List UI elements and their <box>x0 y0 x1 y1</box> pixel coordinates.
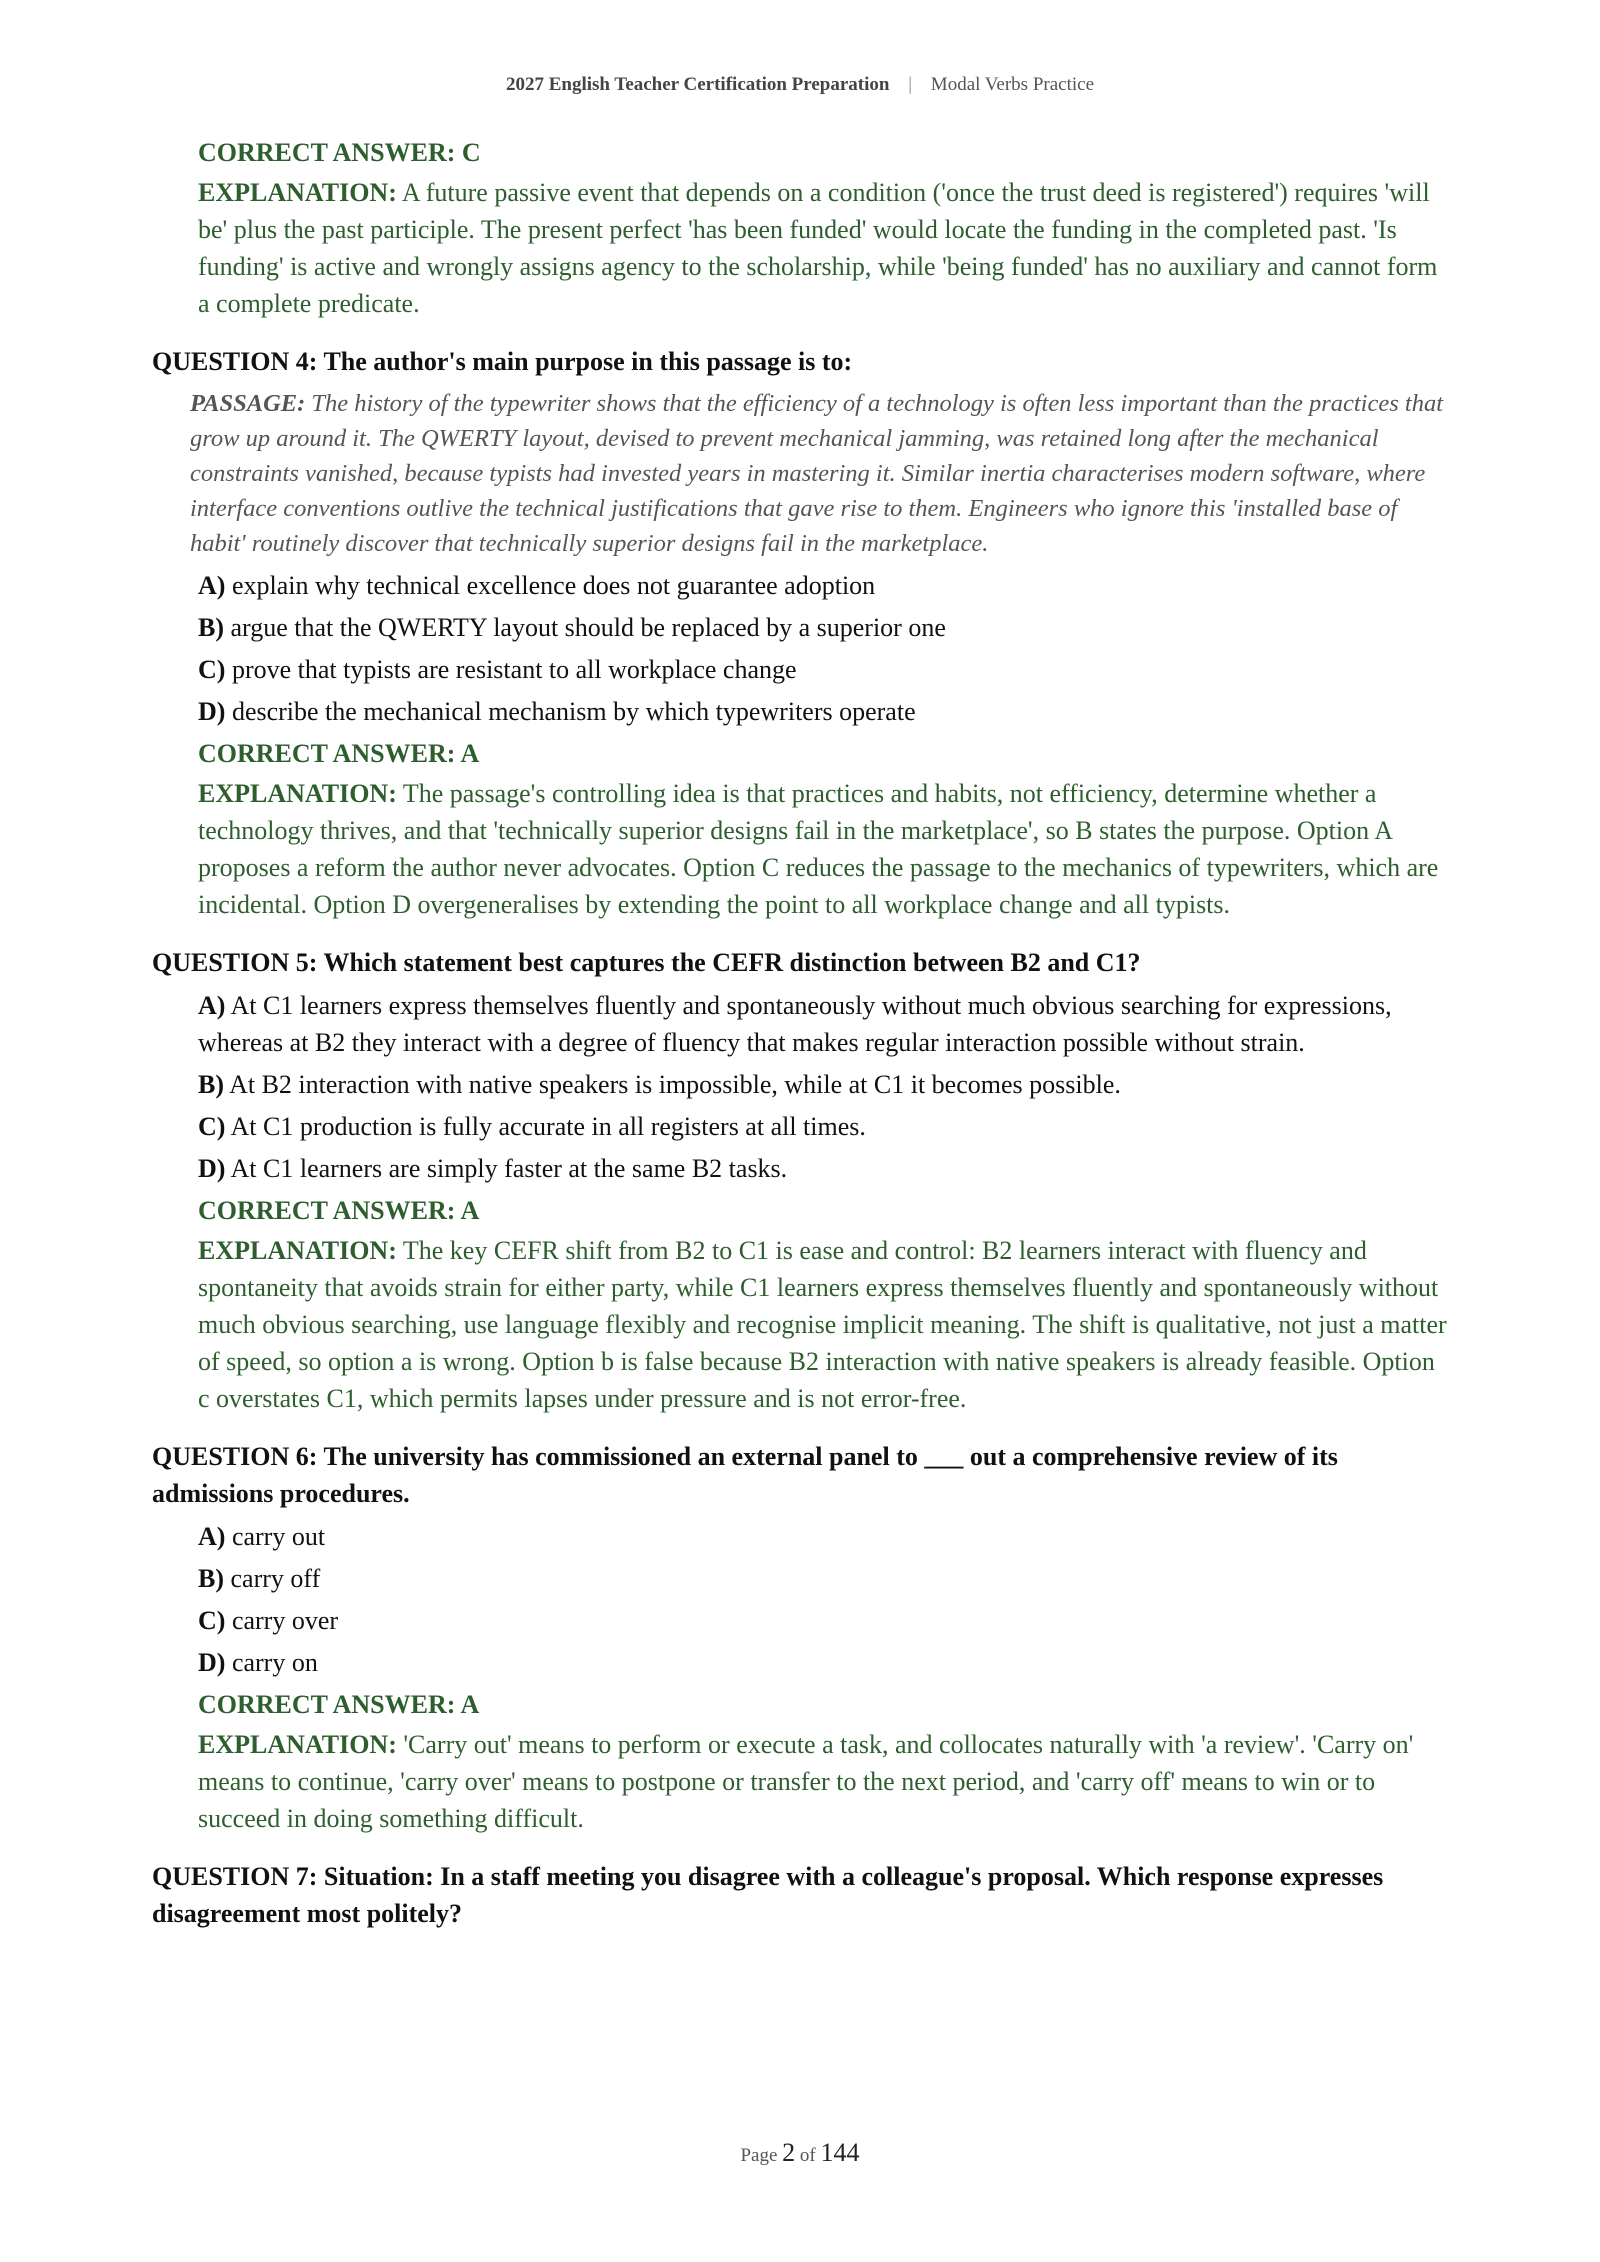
page-content <box>152 134 1452 1932</box>
option-letter: A) <box>198 571 226 600</box>
q3-explanation-text: A future passive event that depends on a condition ('once the trust deed is registered') requires 'will be' plus the past participle. The present perfect 'has been funded' would locate the funding in the completed past. 'Is funding' is active and wrongly assigns agency to the scholarship, while 'being funded' has no auxiliary and cannot form a complete predicate. <box>198 178 1438 318</box>
q3-explanation-label: EXPLANATION: <box>198 178 397 207</box>
q6-explanation-label: EXPLANATION: <box>198 1730 397 1759</box>
option-letter: D) <box>198 1648 226 1677</box>
q6-question: QUESTION 6: The university has commissioned an external panel to ___ out a comprehensive review of its admissions procedures. <box>152 1442 1338 1508</box>
option-text: At B2 interaction with native speakers is impossible, while at C1 it becomes possible. <box>224 1070 1121 1099</box>
q4-question: QUESTION 4: The author's main purpose in this passage is to: <box>152 347 853 376</box>
q6-option-c <box>198 1602 1452 1639</box>
option-letter: B) <box>198 1070 224 1099</box>
q5-option-a <box>198 987 1452 1061</box>
q6-option-b <box>198 1560 1452 1597</box>
option-text: At C1 learners are simply faster at the same B2 tasks. <box>225 1154 788 1183</box>
option-letter: B) <box>198 1564 224 1593</box>
q4-option-c <box>198 651 1452 688</box>
q6-explanation <box>198 1726 1452 1837</box>
q4-option-b <box>198 609 1452 646</box>
q4-explanation-text: The passage's controlling idea is that practices and habits, not efficiency, determine whether a technology thrives, and that 'technically superior designs fail in the marketplace', so B states the purpose. Option A proposes a reform the author never advocates. Option C reduces the passage to the mechanics of typewriters, which are incidental. Option D overgeneralises by extending the point to all workplace change and all typists. <box>198 779 1439 919</box>
option-letter: A) <box>198 991 226 1020</box>
option-letter: C) <box>198 1606 226 1635</box>
q6-explanation-text: 'Carry out' means to perform or execute a task, and collocates naturally with 'a review'. 'Carry on' means to continue, 'carry over' means to postpone or transfer to the next period, and 'carry off' means to win or to succeed in doing something difficult. <box>198 1730 1414 1833</box>
q4-correct-answer: CORRECT ANSWER: A <box>198 739 480 768</box>
option-text: carry out <box>225 1522 326 1551</box>
q6-option-d <box>198 1644 1452 1681</box>
option-letter: D) <box>198 1154 226 1183</box>
option-text: describe the mechanical mechanism by which typewriters operate <box>225 697 916 726</box>
q6-options <box>198 1518 1452 1681</box>
q4-option-d <box>198 693 1452 730</box>
footer-page-label: Page <box>740 2145 778 2166</box>
option-text: At C1 learners express themselves fluently and spontaneously without much obvious searching for expressions, whereas at B2 they interact with a degree of fluency that makes regular interaction possible without strain. <box>198 991 1392 1057</box>
q3-answer-block <box>198 134 1452 322</box>
q7-question: QUESTION 7: Situation: In a staff meeting you disagree with a colleague's proposal. Which response expresses disagreement most politely? <box>152 1862 1384 1928</box>
header-title: 2027 English Teacher Certification Preparation <box>505 74 890 95</box>
q5-explanation-text: The key CEFR shift from B2 to C1 is ease and control: B2 learners interact with fluency and spontaneity that avoids strain for either party, while C1 learners express themselves fluently and spontaneously without much obvious searching, use language flexibly and recognise implicit meaning. The shift is qualitative, not just a matter of speed, so option a is wrong. Option b is false because B2 interaction with native speakers is already feasible. Option c overstates C1, which permits lapses under pressure and is not error-free. <box>198 1236 1447 1413</box>
option-letter: C) <box>198 655 226 684</box>
option-text: carry off <box>224 1564 321 1593</box>
header-subtitle: Modal Verbs Practice <box>930 74 1095 95</box>
page-header <box>0 74 1600 96</box>
footer-page-number: 2 <box>782 2138 796 2167</box>
q4-passage-text: The history of the typewriter shows that the efficiency of a technology is often less important than the practices that grow up around it. The QWERTY layout, devised to prevent mechanical jamming, was retained long after the mechanical constraints vanished, because typists had invested years in mastering it. Similar inertia characterises modern software, where interface conventions outlive the technical justifications that gave rise to them. Engineers who ignore this 'installed base of habit' routinely discover that technically superior designs fail in the marketplace. <box>190 390 1444 557</box>
q5-options <box>198 987 1452 1187</box>
q4-explanation <box>198 775 1452 923</box>
q5-option-d <box>198 1150 1452 1187</box>
q6-answer-block <box>198 1686 1452 1837</box>
option-text: argue that the QWERTY layout should be replaced by a superior one <box>224 613 946 642</box>
q5-answer-block <box>198 1192 1452 1417</box>
q5-explanation <box>198 1232 1452 1417</box>
page-footer <box>0 2138 1600 2168</box>
footer-of-label: of <box>799 2145 816 2166</box>
q4-passage-label: PASSAGE: <box>190 390 306 417</box>
q5-question: QUESTION 5: Which statement best captures the CEFR distinction between B2 and C1? <box>152 948 1141 977</box>
option-text: carry on <box>225 1648 318 1677</box>
q4-explanation-label: EXPLANATION: <box>198 779 397 808</box>
option-text: carry over <box>225 1606 339 1635</box>
q5-option-c <box>198 1108 1452 1145</box>
q5-correct-answer: CORRECT ANSWER: A <box>198 1196 480 1225</box>
q4-answer-block <box>198 735 1452 923</box>
q5-explanation-label: EXPLANATION: <box>198 1236 397 1265</box>
option-letter: A) <box>198 1522 226 1551</box>
q6-option-a <box>198 1518 1452 1555</box>
q4-options <box>198 567 1452 730</box>
option-text: explain why technical excellence does not guarantee adoption <box>225 571 876 600</box>
q4-passage <box>190 386 1452 561</box>
option-text: At C1 production is fully accurate in all registers at all times. <box>225 1112 866 1141</box>
footer-total-pages: 144 <box>820 2138 860 2167</box>
q3-explanation <box>198 174 1452 322</box>
q5-option-b <box>198 1066 1452 1103</box>
option-letter: C) <box>198 1112 226 1141</box>
q4-option-a <box>198 567 1452 604</box>
option-letter: B) <box>198 613 224 642</box>
option-letter: D) <box>198 697 226 726</box>
header-separator: | <box>908 74 913 95</box>
q3-correct-answer: CORRECT ANSWER: C <box>198 138 481 167</box>
option-text: prove that typists are resistant to all workplace change <box>225 655 797 684</box>
q6-correct-answer: CORRECT ANSWER: A <box>198 1690 480 1719</box>
